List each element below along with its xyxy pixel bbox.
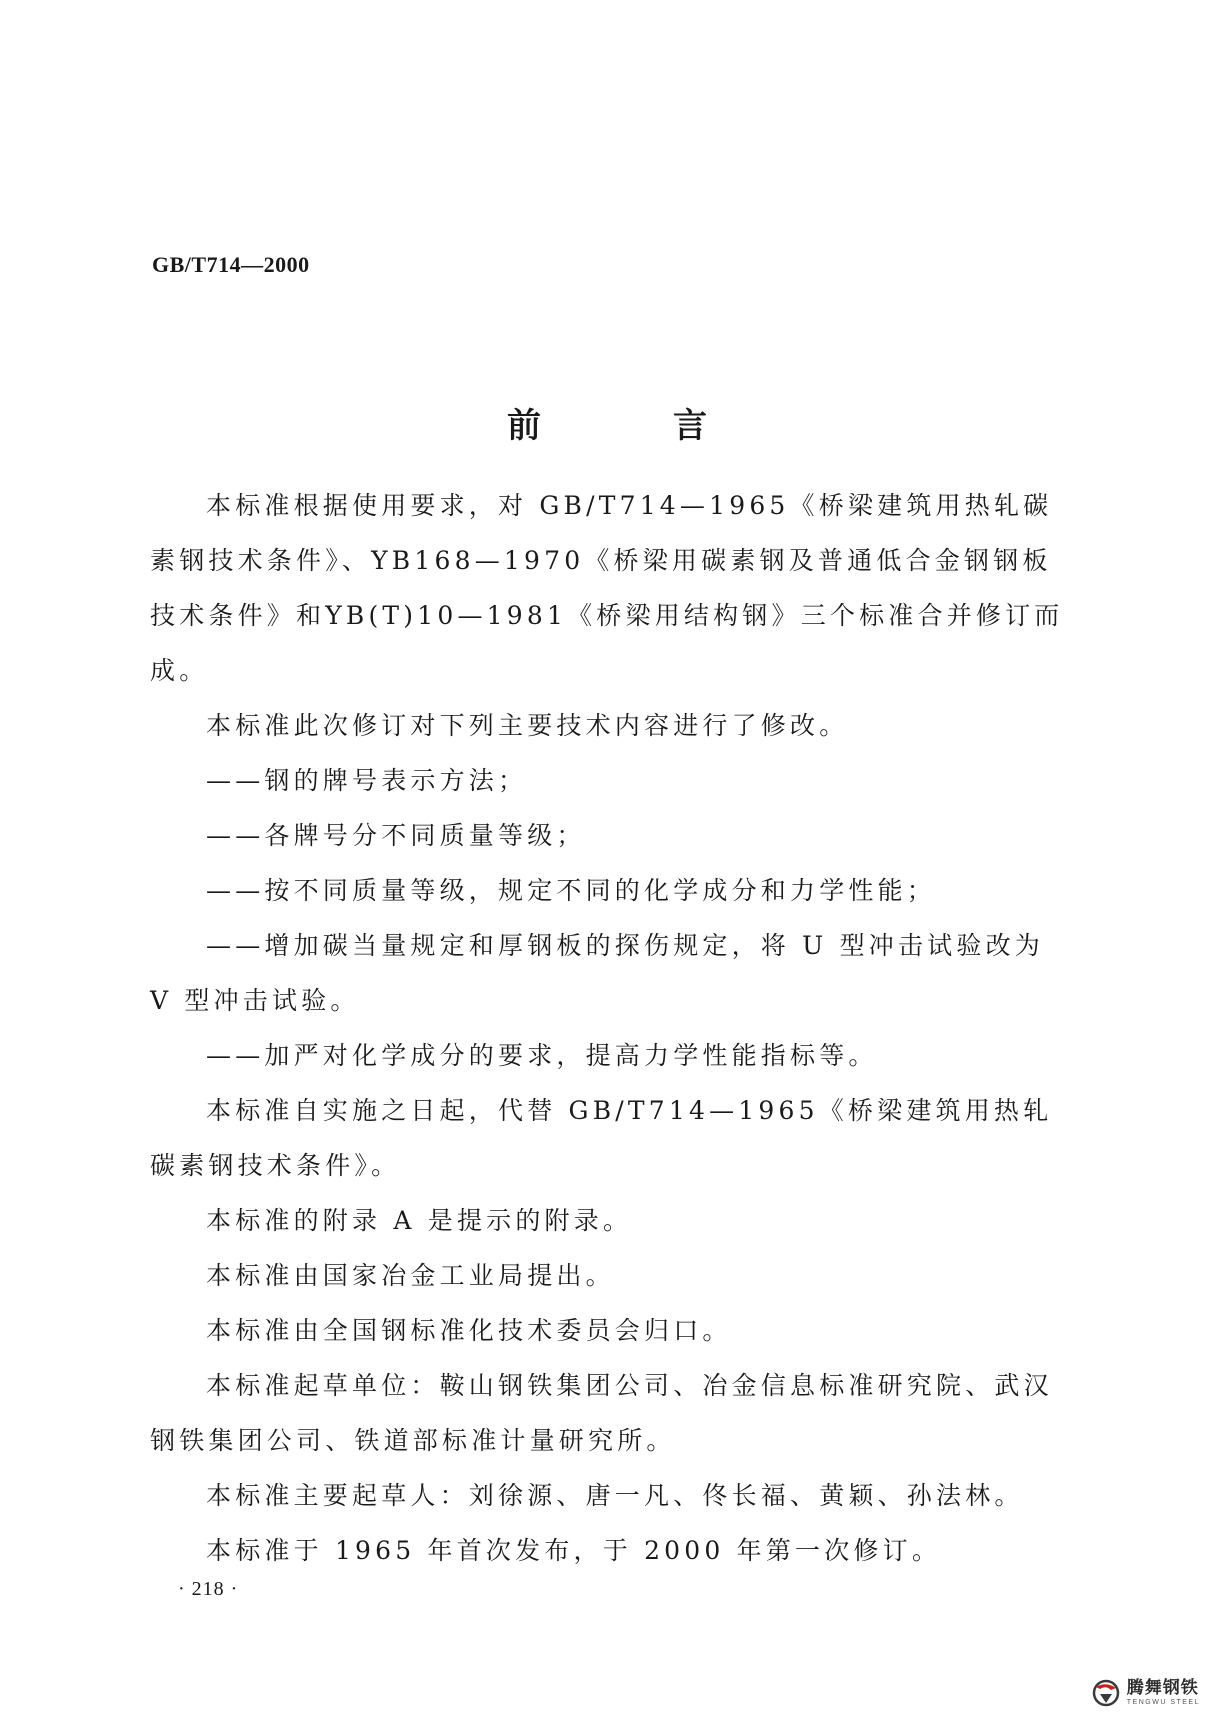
- preface-title: [0, 398, 1214, 447]
- paragraph: 本标准主要起草人：刘徐源、唐一凡、佟长福、黄颖、孙法林。: [206, 1481, 1024, 1510]
- title-char-1: 前: [507, 406, 541, 446]
- paragraph: 本标准的附录 A 是提示的附录。: [206, 1206, 633, 1235]
- paragraph: 本标准起草单位：鞍山钢铁集团公司、冶金信息标准研究院、武汉钢铁集团公司、铁道部标准计量研究所。: [150, 1371, 1053, 1455]
- standard-code: GB/T714—2000: [152, 252, 310, 277]
- list-item: ——加严对化学成分的要求，提高力学性能指标等。: [206, 1041, 878, 1070]
- paragraph: 本标准根据使用要求，对 GB/T714—1965《桥梁建筑用热轧碳素钢技术条件》、YB168—1970《桥梁用碳素钢及普通低合金钢钢板技术条件》和YB(T)10—1981《桥梁用结构钢》三个标准合并修订而成。: [150, 491, 1064, 685]
- paragraph: 本标准由全国钢标准化技术委员会归口。: [206, 1316, 732, 1345]
- title-char-2: 言: [673, 406, 707, 446]
- paragraph: 本标准由国家冶金工业局提出。: [206, 1261, 615, 1290]
- list-item: ——钢的牌号表示方法；: [206, 766, 528, 795]
- preface-body: [150, 478, 1070, 1578]
- list-item: ——按不同质量等级，规定不同的化学成分和力学性能；: [206, 876, 937, 905]
- logo-text: [1127, 1680, 1200, 1706]
- logo-name-en: TENGWU STEEL: [1126, 1699, 1200, 1706]
- paragraph: 本标准于 1965 年首次发布，于 2000 年第一次修订。: [206, 1536, 942, 1565]
- paragraph: 本标准自实施之日起，代替 GB/T714—1965《桥梁建筑用热轧碳素钢技术条件》。: [150, 1096, 1053, 1180]
- logo-name-cn: 腾舞钢铁: [1126, 1678, 1199, 1698]
- logo-mark-icon: [1091, 1678, 1121, 1708]
- list-item: ——增加碳当量规定和厚钢板的探伤规定，将 U 型冲击试验改为 V 型冲击试验。: [150, 931, 1044, 1015]
- page-number: · 218 ·: [178, 1578, 239, 1600]
- list-item: ——各牌号分不同质量等级；: [206, 821, 586, 850]
- paragraph: 本标准此次修订对下列主要技术内容进行了修改。: [206, 711, 849, 740]
- brand-logo: [1091, 1678, 1200, 1708]
